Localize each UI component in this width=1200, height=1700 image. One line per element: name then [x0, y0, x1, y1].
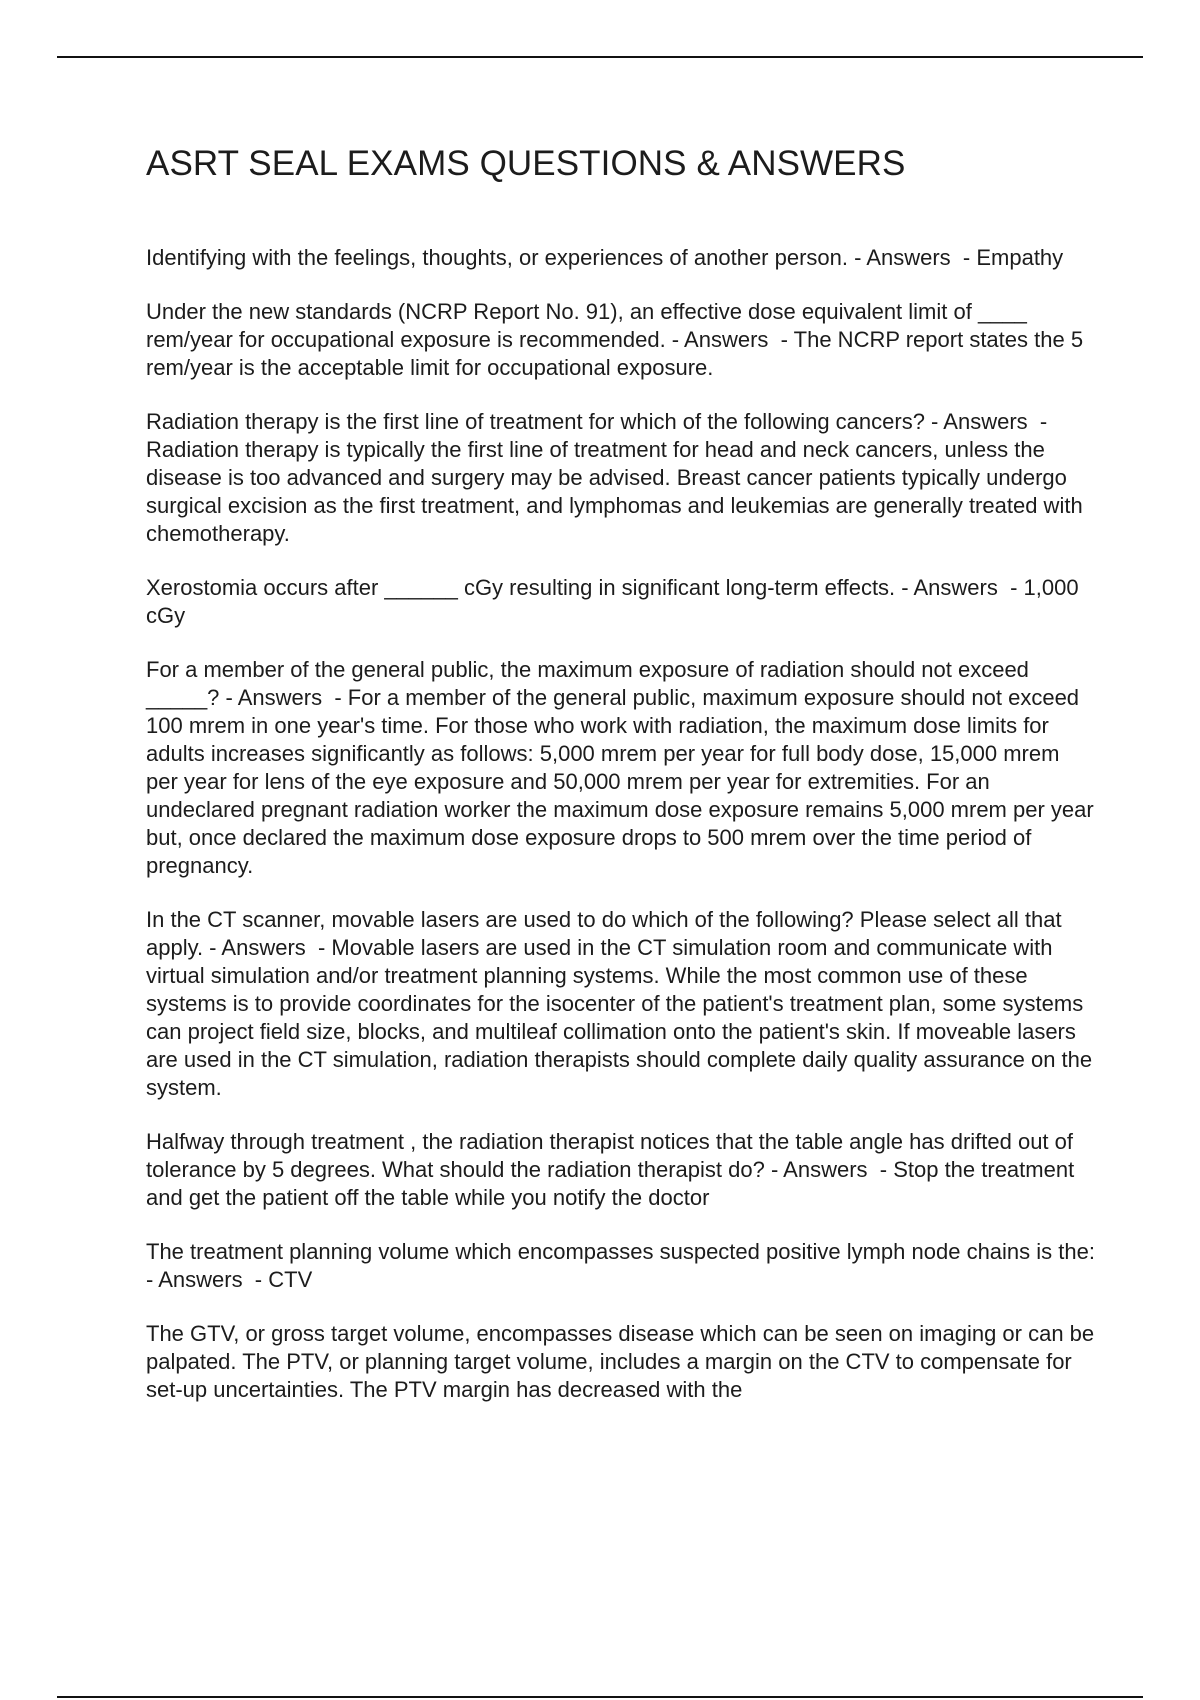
- qa-entry: Under the new standards (NCRP Report No. 91), an effective dose equivalent limit of ____ rem/year for occupational exposure is recommended. - Answers - The NCRP report states the 5 rem/year is the acceptable limit for occupational exposure.: [146, 299, 1090, 380]
- document-title: ASRT SEAL EXAMS QUESTIONS & ANSWERS: [146, 144, 906, 183]
- qa-entry: The GTV, or gross target volume, encompasses disease which can be seen on imaging or can be palpated. The PTV, or planning target volume, includes a margin on the CTV to compensate for set-up uncertainties. The PTV margin has decreased with the: [146, 1321, 1101, 1402]
- qa-entry: The treatment planning volume which encompasses suspected positive lymph node chains is the: - Answers - CTV: [146, 1239, 1102, 1292]
- qa-entry: For a member of the general public, the maximum exposure of radiation should not exceed _____? - Answers - For a member of the general public, maximum exposure should not exceed 100 mrem in one year's time. For those who work with radiation, the maximum dose limits for adults increases significantly as follows: 5,000 mrem per year for full body dose, 15,000 mrem per year for lens of the eye exposure and 50,000 mrem per year for extremities. For an undeclared pregnant radiation worker the maximum dose exposure remains 5,000 mrem per year but, once declared the maximum dose exposure drops to 500 mrem over the time period of pregnancy.: [146, 657, 1100, 878]
- qa-entry: Radiation therapy is the first line of treatment for which of the following cancers? - Answers - Radiation therapy is typically the first line of treatment for head and neck cancers, unless the disease is too advanced and surgery may be advised. Breast cancer patients typically undergo surgical excision as the first treatment, and lymphomas and leukemias are generally treated with chemotherapy.: [146, 409, 1089, 546]
- bottom-divider: [57, 1696, 1143, 1698]
- top-divider: [57, 56, 1143, 58]
- document-body: [146, 140, 1102, 1430]
- qa-entry: Halfway through treatment , the radiation therapist notices that the table angle has drifted out of tolerance by 5 degrees. What should the radiation therapist do? - Answers - Stop the treatment and get the patient off the table while you notify the doctor: [146, 1129, 1081, 1210]
- qa-entry: Identifying with the feelings, thoughts, or experiences of another person. - Answers - Empathy: [146, 245, 1064, 270]
- qa-entry: Xerostomia occurs after ______ cGy resulting in significant long-term effects. - Answers - 1,000 cGy: [146, 575, 1085, 628]
- qa-entry: In the CT scanner, movable lasers are used to do which of the following? Please select all that apply. - Answers - Movable lasers are used in the CT simulation room and communicate with virtual simulation and/or treatment planning systems. While the most common use of these systems is to provide coordinates for the isocenter of the patient's treatment plan, some systems can project field size, blocks, and multileaf collimation onto the patient's skin. If moveable lasers are used in the CT simulation, radiation therapists should complete daily quality assurance on the system.: [146, 907, 1099, 1100]
